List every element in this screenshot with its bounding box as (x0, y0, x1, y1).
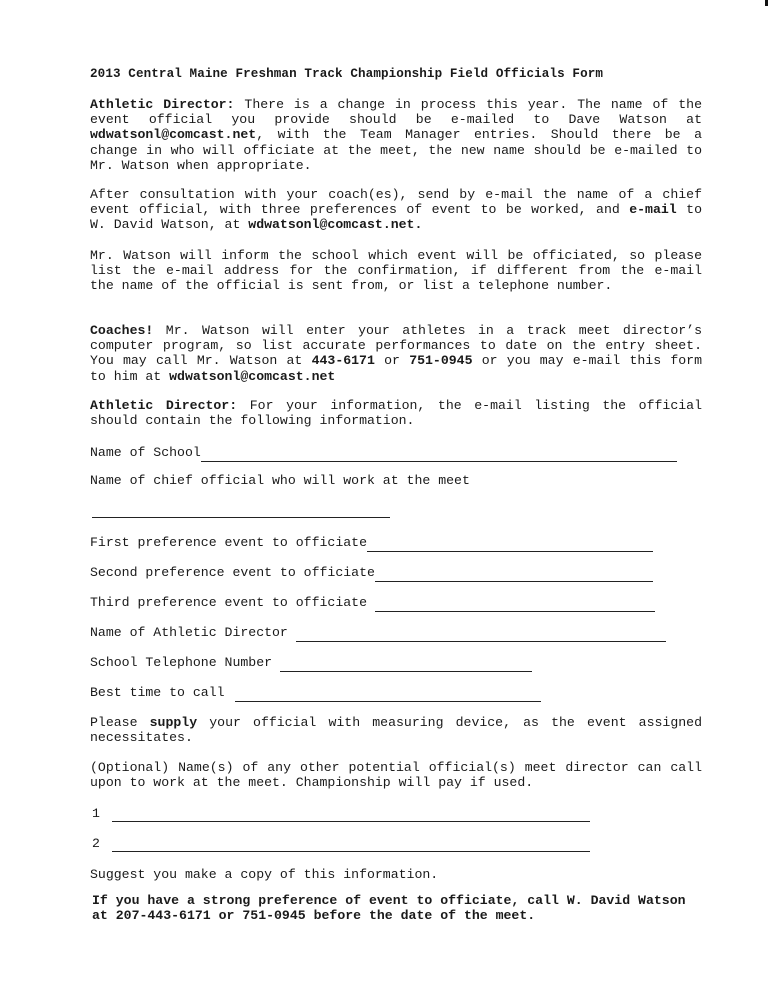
optional-official-2 (92, 836, 590, 852)
copy-suggestion: Suggest you make a copy of this information. (90, 867, 439, 882)
email-address: wdwatsonl@comcast.net. (248, 217, 423, 233)
school-phone-input-line[interactable] (280, 659, 532, 672)
first-preference-field (90, 534, 653, 552)
confirmation-paragraph: Mr. Watson will inform the school which event will be officiated, so please list the e-mail address for the confirmation, if different from the e-mail the name of the official is sent from, or list a telephone number. (90, 248, 702, 294)
school-name-input-line[interactable] (201, 449, 677, 462)
first-preference-label: First preference event to officiate (90, 535, 367, 550)
athletic-director-paragraph (90, 97, 702, 173)
para4-text-b: or (374, 353, 410, 369)
third-preference-label: Third preference event to officiate (90, 595, 367, 610)
optional-official-1-number: 1 (92, 806, 100, 821)
third-preference-input-line[interactable] (375, 599, 655, 612)
para4-text-c: or you may e-mail this form to him at (90, 353, 702, 384)
para2-text-a: After consultation with your coach(es), send by e-mail the name of a chief event official, with three preferences of event to be worked, and (90, 187, 702, 218)
chief-official-label: Name of chief official who will work at the meet (90, 473, 470, 488)
para6-text-b: your official with measuring device, as the event assigned necessitates. (90, 715, 702, 746)
para5-text: For your information, the e-mail listing the official should contain the following information. (90, 398, 702, 429)
second-preference-field (90, 564, 653, 582)
second-preference-input-line[interactable] (375, 569, 653, 582)
first-preference-input-line[interactable] (367, 539, 653, 552)
para1-text-a: There is a change in process this year. The name of the event official you provide should be e-mailed to Dave Watson at (90, 97, 702, 128)
measuring-device-paragraph (90, 715, 702, 745)
para1-text-b: , with the Team Manager entries. Should there be a change in who will officiate at the meet, the new name should be e-mailed to Mr. Watson when appropriate. (90, 127, 702, 173)
best-time-label: Best time to call (90, 685, 225, 700)
supply-emphasis: supply (149, 715, 198, 730)
chief-official-input-line[interactable] (92, 517, 390, 518)
optional-official-2-input-line[interactable] (112, 841, 590, 852)
athletic-director-name-label: Name of Athletic Director (90, 625, 288, 640)
best-time-input-line[interactable] (235, 689, 541, 702)
school-name-label: Name of School (90, 445, 201, 460)
optional-official-2-number: 2 (92, 836, 100, 851)
school-phone-label: School Telephone Number (90, 655, 273, 670)
athletic-director-label: Athletic Director: (90, 97, 235, 112)
email-address: wdwatsonl@comcast.net (90, 127, 257, 143)
coaches-paragraph (90, 323, 702, 384)
chief-official-field (90, 472, 470, 490)
phone-number-2: 751-0945 (409, 353, 473, 369)
consultation-paragraph (90, 187, 702, 233)
school-phone-field (90, 654, 532, 672)
athletic-director-name-input-line[interactable] (296, 629, 666, 642)
optional-officials-paragraph: (Optional) Name(s) of any other potential official(s) meet director can call upon to work at the meet. Championship will pay if used. (90, 760, 702, 791)
strong-preference-note: If you have a strong preference of event to officiate, call W. David Watson at 207-443-6171 or 751-0945 before the date of the meet. (92, 893, 686, 924)
para2-text-b: to W. David Watson, at (90, 202, 702, 233)
optional-official-1 (92, 806, 590, 822)
info-paragraph (90, 398, 702, 428)
para6-text-a: Please (90, 715, 150, 730)
athletic-director-label: Athletic Director: (90, 398, 238, 413)
para4-text-a: Mr. Watson will enter your athletes in a track meet director’s computer program, so list accurate performances to date on the entry sheet. You may call Mr. Watson at (90, 323, 702, 369)
form-title: 2013 Central Maine Freshman Track Championship Field Officials Form (90, 67, 604, 81)
coaches-label: Coaches! (90, 323, 154, 338)
school-name-field (90, 444, 677, 462)
best-time-field (90, 684, 541, 702)
email-address: wdwatsonl@comcast.net (169, 368, 336, 384)
phone-number-1: 443-6171 (311, 353, 375, 369)
third-preference-field (90, 594, 655, 612)
athletic-director-name-field (90, 624, 666, 642)
optional-official-1-input-line[interactable] (112, 811, 590, 822)
second-preference-label: Second preference event to officiate (90, 565, 375, 580)
email-emphasis: e-mail (629, 202, 677, 218)
